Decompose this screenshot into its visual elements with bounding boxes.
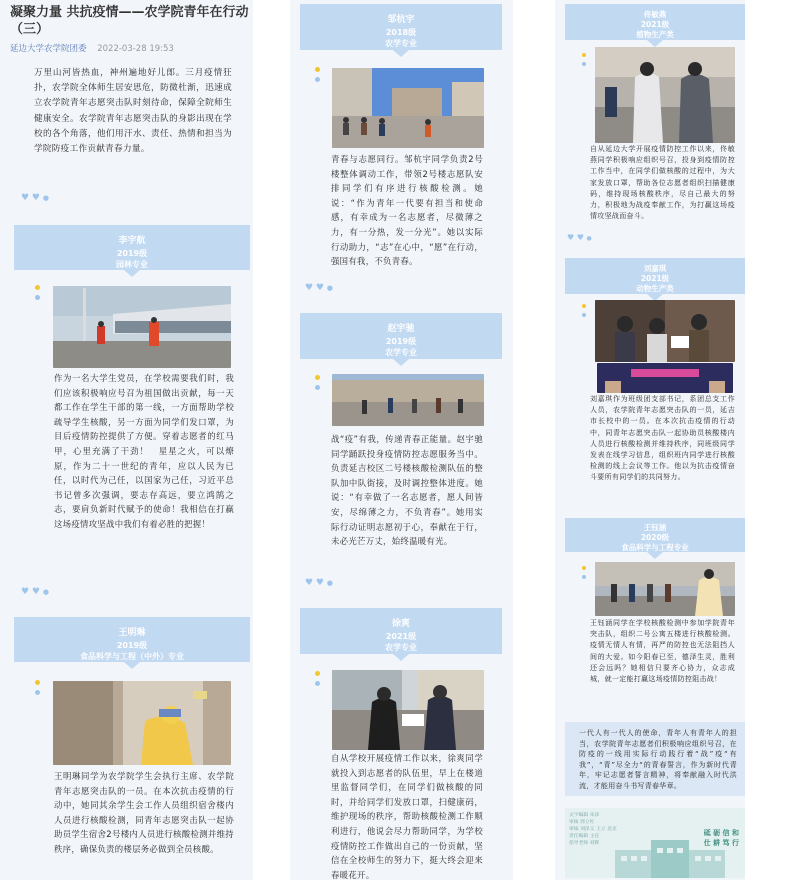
dot-icon — [35, 285, 40, 305]
credit-line: 审核 郭立红 — [569, 820, 595, 825]
header-notch — [124, 270, 140, 277]
profile-grade: 2021级 — [640, 274, 670, 283]
header-notch — [393, 654, 409, 661]
profile-text: 王明琳同学为农学院学生会执行主席、农学院青年志愿突击队的一员。在本次抗击疫情的行动中，她同其余学生会工作人员组织宿舍楼内人员进行核酸检测，同青年志愿突击队一起协助员学生宿舍2号楼内人员进行核酸检测并维持秩序，确保负责的楼层务必做到全员核酸。 — [54, 771, 234, 854]
profile-photo — [332, 670, 484, 750]
profile-text: 作为一名大学生党员，在学校需要我们时，我们应该积极响应号召为祖国做出贡献，每一天都工作在学生干部的第一线，一方面帮助学校疏导学生核酸，另一方面为同学们发口罩，为目后疫情防控提供了方便。穿着志愿者的红马甲，心里充满了干劲！ 星星之火，可以燎原，作为二十一世纪的青年，应以人民为已任，以时代为己任，以国家为己任，习近平总书记曾多次强调，要志存高远，要立鸿鹄之志，要肩负新时代赋予的使命！我相信在打赢这场疫情攻坚战中我们有着必胜的把握！ — [54, 373, 234, 529]
dot-icon — [582, 566, 586, 584]
profile-header — [300, 4, 502, 50]
page-title: 凝聚力量 共抗疫情——农学院青年在行动（三） — [10, 5, 249, 37]
campus-building-illustration — [565, 808, 745, 878]
profile-name: 李宇航 — [118, 236, 146, 246]
profile-grade: 2021级 — [640, 20, 670, 29]
heart-icon: ♥︎ ♥︎ ● — [21, 193, 49, 203]
profile-text: 自从学校开展疫情工作以来，徐爽同学就投入到志愿者的队伍里，早上在楼道里监督同学们，在同学们做核酸的同时，并给同学们发放口罩，扫健康码，维护现场的秩序，帮助核酸检测工作顺利进行，他说会尽力帮助同学，为学校疫情防控工作做出自己的一份贡献，坚信在全校师生的努力下，挺大终会迎来春暖花开。 — [331, 753, 483, 880]
profile-photo — [597, 363, 733, 393]
profile-grade: 2019级 — [116, 640, 148, 650]
profile-name: 刘嘉琪 — [643, 264, 667, 273]
heart-icon: ♥︎ ♥︎ ● — [21, 587, 49, 597]
profile-grade: 2018级 — [385, 27, 417, 37]
profile-grade: 2020级 — [640, 533, 670, 542]
profile-major: 食品科学与工程专业 — [621, 543, 689, 552]
profile-major: 动物生产类 — [636, 284, 674, 293]
profile-text: 刘嘉琪作为班级团支部书记，系团总支工作人员，农学院青年志愿突击队的一员，延吉市长校中的一员。在本次抗击疫情的行动中，同青年志愿突击队一起协助员核酸楼内人员进行核酸检测并维持秩序，同班级同学发表在线学习信息，组织班内同学进行核酸检测的线上会议等工作。他以为抗击疫情奋斗要所有同学们的共同努力。 — [590, 395, 735, 482]
profile-major: 植物生产类 — [636, 30, 674, 39]
profile-major: 农学专业 — [385, 39, 417, 48]
profile-text: 自从延边大学开展疫情防控工作以来，佟敏燕同学积极响应组织号召，投身到疫情防控工作当中，在同学们做核酸的过程中，为大家发放口罩，帮助各位志愿者组织扫描健康码，维持现场核酸秩序，尽自己最大的努力，积极地为战疫奉献工作，为打赢这场疫情攻坚战而奋斗。 — [590, 145, 735, 221]
profile-photo — [53, 286, 231, 368]
profile-text: 王钰涵同学在学校核酸检测中参加学院青年突击队，组织二号公寓五楼进行核酸检测。疫情无情人有情，再严的防控也无法阻挡人间的大爱。如今阳春已至，德泽生灵，胜利还会远吗？她相信只要齐心协力，众志成城，就一定能打赢这场疫情防控阻击战！ — [590, 619, 735, 684]
heart-icon: ♥︎ ♥︎ ● — [305, 283, 333, 293]
profile-major: 食品科学与工程（中外）专业 — [80, 652, 184, 661]
dot-icon — [315, 67, 320, 87]
profile-header — [565, 258, 745, 294]
slogan-right: 仕 耕 笃 行 — [703, 839, 739, 847]
profile-grade: 2019级 — [116, 248, 148, 258]
profile-name: 邹杭宇 — [387, 15, 415, 25]
profile-name: 佟敏燕 — [643, 10, 667, 19]
profile-header — [565, 518, 745, 552]
header-notch — [647, 552, 663, 559]
profile-name: 王钰涵 — [643, 523, 667, 532]
dot-icon — [35, 680, 40, 700]
article-header — [10, 4, 255, 54]
profile-name: 徐爽 — [391, 619, 410, 629]
credit-line: 审核 刘泽义 王立 北京 — [569, 827, 617, 832]
dot-icon — [582, 304, 586, 322]
profile-photo — [595, 562, 735, 616]
dot-icon — [582, 53, 586, 71]
profile-photo — [595, 300, 735, 362]
closing-text: 一代人有一代人的使命，青年人有青年人的担当，农学院青年志愿者们积极响应组织号召，在防疫的一线用实际行动践行着“战”疫“有我”，“青”尽全力“的青春誓言，作为新时代青年，牢记志愿者誓言精神，将奉献融入时代洪流，才能用奋斗书写青春华章。 — [579, 729, 737, 790]
profile-header — [300, 313, 502, 359]
profile-header — [565, 4, 745, 40]
profile-text: 战“疫”有我，传递青春正能量。赵宇驰同学踊跃投身疫情防控志愿服务当中。负责延吉校区二号楼核酸检测队伍的整队加中队街接，及时调控整体进度。她说：“有幸做了一名志愿者，愿人间皆安，尽绵薄之力，不负青春”。她用实际行动证明志愿初于心，奉献在于行，未必光芒万丈，始终温暖有光。 — [331, 434, 483, 547]
profile-photo — [332, 68, 484, 148]
intro-card — [10, 62, 250, 172]
profile-major: 农学专业 — [385, 348, 417, 357]
credit-line: 责任编辑 主任 — [569, 834, 600, 839]
profile-name: 赵宇驰 — [387, 324, 415, 334]
profile-text: 青春与志愿同行。邹杭宇同学负责2号楼整体调动工作，带领2号楼志愿队安排同学们有序进行核酸检测。她说：“作为青年一代要有担当和使命感，有幸成为一名志愿者，尽微薄之力，有一分热，发一分光”。她以实际行动助力，“志”在心中，“愿”在行动，强国有我，不负青春。 — [331, 154, 483, 267]
header-notch — [647, 40, 663, 47]
credit-line: 文字编辑 朱泽 — [569, 813, 600, 818]
publish-date: 2022-03-28 19:53 — [97, 44, 174, 54]
heart-icon: ♥︎ ♥︎ ● — [567, 233, 592, 242]
profile-photo — [595, 47, 735, 143]
profile-photo — [53, 681, 231, 765]
closing-card — [565, 722, 745, 796]
account-link[interactable]: 延边大学农学院团委 — [10, 44, 87, 54]
article-meta — [10, 42, 255, 54]
profile-header — [300, 608, 502, 654]
credit-line: 指导老师 刘辉 — [569, 841, 600, 846]
header-notch — [393, 359, 409, 366]
profile-major: 园林专业 — [116, 260, 148, 269]
profile-photo — [332, 374, 484, 426]
heart-icon: ♥︎ ♥︎ ● — [305, 578, 333, 588]
dot-icon — [315, 375, 320, 395]
profile-grade: 2021级 — [385, 631, 417, 641]
profile-grade: 2019级 — [385, 336, 417, 346]
profile-name: 王明琳 — [118, 628, 146, 638]
profile-major: 农学专业 — [385, 643, 417, 652]
intro-text: 万里山河皆热血，神州遍地好儿郎。三月疫情狂扑，农学院全体师生居安思危，防微杜渐，迅速成立农学院青年志愿突击队时刻待命，保障全院师生健康安全。农学院青年志愿突击队的身影出现在学校的各个角落，他们用汗水、责任、热情和担当为学院防疫工作贡献青春力量。 — [34, 68, 232, 155]
header-notch — [393, 50, 409, 57]
profile-header — [14, 617, 250, 662]
profile-header — [14, 225, 250, 270]
footer-banner — [565, 808, 745, 878]
slogan-left: 砥 砺 信 和 — [703, 829, 739, 837]
dot-icon — [315, 671, 320, 691]
header-notch — [124, 662, 140, 669]
